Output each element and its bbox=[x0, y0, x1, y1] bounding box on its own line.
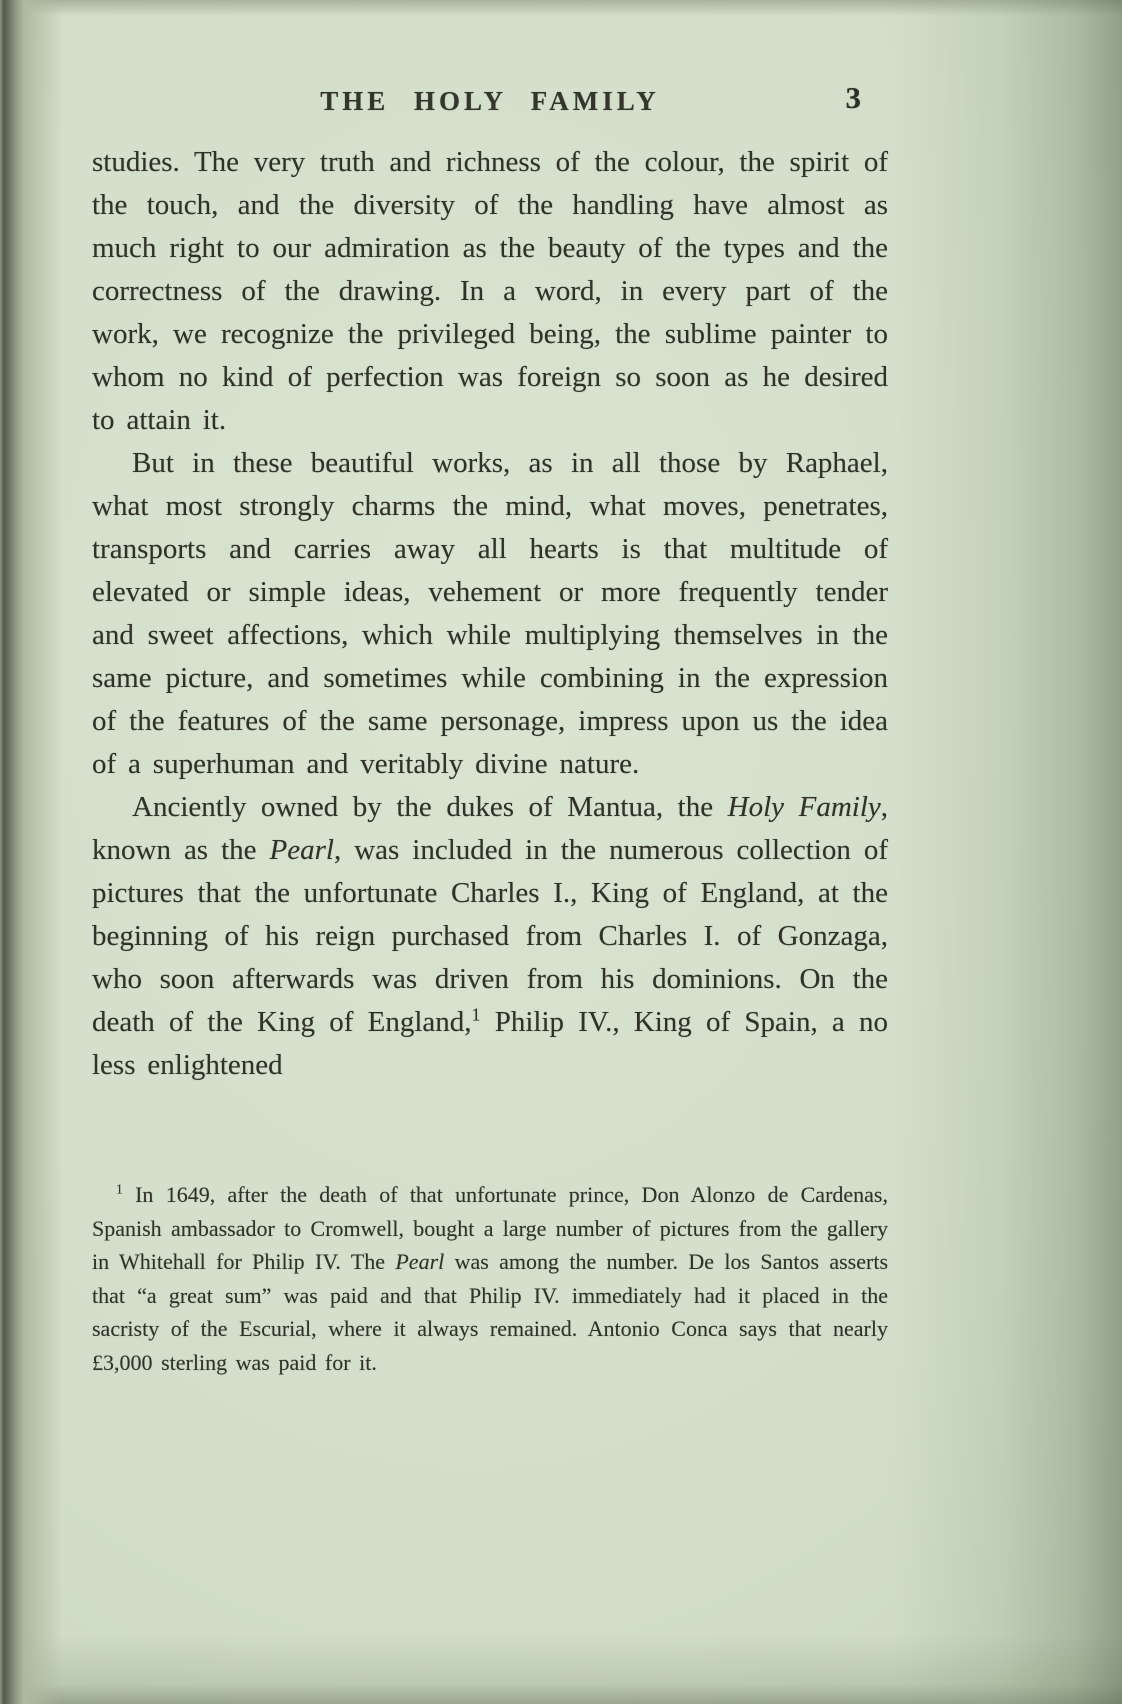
page-header bbox=[92, 80, 888, 117]
footnote-reference: 1 bbox=[471, 1004, 481, 1025]
footnote-text: In 1649, after the death of that unfortunate prince, Don Alonzo de Cardenas, Spanish ambassador to Cromwell, bought a large number of pictures from the gallery in Whitehall for Philip IV. The bbox=[92, 1182, 888, 1274]
paragraph-text: Philip IV., King of Spain, a no less enlightened bbox=[92, 1006, 888, 1081]
footnote-number: 1 bbox=[116, 1181, 123, 1197]
italic-title-pearl: Pearl bbox=[395, 1249, 445, 1274]
page-body bbox=[92, 141, 888, 1087]
paragraph-text: , known as the bbox=[92, 791, 888, 866]
italic-title-pearl: Pearl bbox=[269, 834, 334, 866]
footnote-text: was among the number. De los Santos asserts that “a great sum” was paid and that Philip IV. immediately had it placed in the sacristy of the Escurial, where it always remained. Antonio Conca says that nearly £3,000 sterling was paid for it. bbox=[92, 1249, 888, 1375]
italic-title-holy-family: Holy Family bbox=[727, 791, 881, 823]
paragraph-text: Anciently owned by the dukes of Mantua, the bbox=[132, 791, 728, 823]
running-title: THE HOLY FAMILY bbox=[320, 86, 660, 116]
paragraph: studies. The very truth and richness of the colour, the spirit of the touch, and the diversity of the handling have almost as much right to our admiration as the beauty of the types and the correctness of the drawing. In a word, in every part of the work, we recognize the privileged being, the sublime painter to whom no kind of perfection was foreign so soon as he desired to attain it. bbox=[92, 146, 888, 436]
page-number: 3 bbox=[845, 80, 862, 115]
paragraph: But in these beautiful works, as in all those by Raphael, what most strongly charms the mind, what moves, penetrates, transports and carries away all hearts is that multitude of elevated or simple ideas, vehement or more frequently tender and sweet affections, which while multiplying themselves in the same picture, and sometimes while combining in the expression of the features of the same personage, impress upon us the idea of a superhuman and veritably divine nature. bbox=[92, 447, 888, 780]
footnote bbox=[92, 1178, 888, 1379]
paragraph bbox=[92, 786, 888, 1087]
paragraph-text: , was included in the numerous collection of pictures that the unfortunate Charles I., King of England, at the beginning of his reign purchased from Charles I. of Gonzaga, who soon afterwards was driven from his dominions. On the death of the King of England, bbox=[92, 834, 889, 1038]
